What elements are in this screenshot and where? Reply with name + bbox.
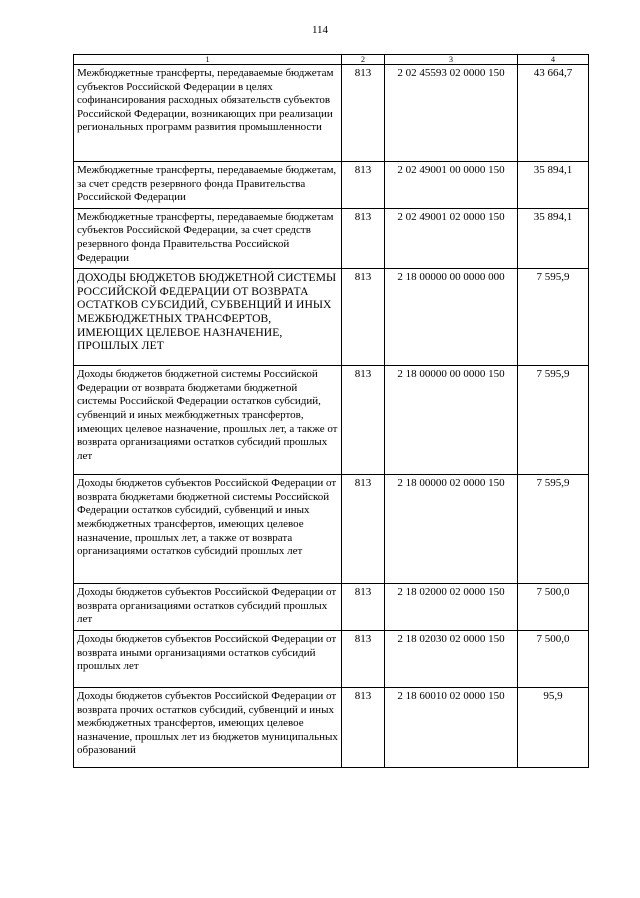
table-row bbox=[74, 269, 589, 366]
row-budget-code: 2 18 02000 02 0000 150 bbox=[385, 584, 518, 631]
table-row bbox=[74, 584, 589, 631]
row-amount: 7 595,9 bbox=[518, 366, 589, 475]
row-amount: 7 595,9 bbox=[518, 475, 589, 584]
row-name: Доходы бюджетов субъектов Российской Федерации от возврата иными организациями остатков субсидий прошлых лет bbox=[74, 630, 342, 687]
row-budget-code: 2 18 00000 00 0000 150 bbox=[385, 366, 518, 475]
row-amount: 95,9 bbox=[518, 687, 589, 767]
row-admin-code: 813 bbox=[342, 65, 385, 162]
row-name: Доходы бюджетов субъектов Российской Федерации от возврата бюджетами бюджетной системы Российской Федерации остатков субсидий, субвенций и иных межбюджетных трансфертов, имеющих целевое назначение, прошлых лет, а также от возврата организациями остатков субсидий прошлых лет bbox=[74, 475, 342, 584]
row-name: ДОХОДЫ БЮДЖЕТОВ БЮДЖЕТНОЙ СИСТЕМЫ РОССИЙСКОЙ ФЕДЕРАЦИИ ОТ ВОЗВРАТА ОСТАТКОВ СУБСИДИЙ, СУБВЕНЦИЙ И ИНЫХ МЕЖБЮДЖЕТНЫХ ТРАНСФЕРТОВ, ИМЕЮЩИХ ЦЕЛЕВОЕ НАЗНАЧЕНИЕ, ПРОШЛЫХ ЛЕТ bbox=[74, 269, 342, 366]
row-budget-code: 2 18 00000 02 0000 150 bbox=[385, 475, 518, 584]
header-col-1: 1 bbox=[74, 55, 342, 65]
row-amount: 35 894,1 bbox=[518, 208, 589, 268]
table-row bbox=[74, 208, 589, 268]
page-number: 114 bbox=[311, 24, 329, 36]
row-amount: 7 595,9 bbox=[518, 269, 589, 366]
table-header-row bbox=[74, 55, 589, 65]
row-admin-code: 813 bbox=[342, 366, 385, 475]
row-budget-code: 2 02 49001 00 0000 150 bbox=[385, 162, 518, 209]
row-budget-code: 2 18 60010 02 0000 150 bbox=[385, 687, 518, 767]
row-budget-code: 2 18 02030 02 0000 150 bbox=[385, 630, 518, 687]
table-row bbox=[74, 687, 589, 767]
row-amount: 43 664,7 bbox=[518, 65, 589, 162]
header-col-3: 3 bbox=[385, 55, 518, 65]
table-row bbox=[74, 162, 589, 209]
row-name: Доходы бюджетов бюджетной системы Российской Федерации от возврата бюджетами бюджетной системы Российской Федерации остатков субсидий, субвенций и иных межбюджетных трансфертов, имеющих целевое назначение, прошлых лет, а также от возврата организациями остатков субсидий прошлых лет bbox=[74, 366, 342, 475]
row-name: Доходы бюджетов субъектов Российской Федерации от возврата организациями остатков субсидий прошлых лет bbox=[74, 584, 342, 631]
table-row bbox=[74, 630, 589, 687]
row-amount: 7 500,0 bbox=[518, 630, 589, 687]
table-row bbox=[74, 366, 589, 475]
row-admin-code: 813 bbox=[342, 475, 385, 584]
row-admin-code: 813 bbox=[342, 162, 385, 209]
row-name: Межбюджетные трансферты, передаваемые бюджетам субъектов Российской Федерации в целях софинансирования расходных обязательств субъектов Российской Федерации, возникающих при реализации региональных программ развития промышленности bbox=[74, 65, 342, 162]
row-admin-code: 813 bbox=[342, 269, 385, 366]
row-admin-code: 813 bbox=[342, 208, 385, 268]
row-admin-code: 813 bbox=[342, 687, 385, 767]
row-admin-code: 813 bbox=[342, 584, 385, 631]
row-amount: 35 894,1 bbox=[518, 162, 589, 209]
row-admin-code: 813 bbox=[342, 630, 385, 687]
row-budget-code: 2 02 49001 02 0000 150 bbox=[385, 208, 518, 268]
row-name: Межбюджетные трансферты, передаваемые бюджетам субъектов Российской Федерации, за счет средств резервного фонда Правительства Российской Федерации bbox=[74, 208, 342, 268]
header-col-2: 2 bbox=[342, 55, 385, 65]
row-budget-code: 2 18 00000 00 0000 000 bbox=[385, 269, 518, 366]
table-row bbox=[74, 65, 589, 162]
row-amount: 7 500,0 bbox=[518, 584, 589, 631]
row-name: Доходы бюджетов субъектов Российской Федерации от возврата прочих остатков субсидий, субвенций и иных межбюджетных трансфертов, имеющих целевое назначение, прошлых лет из бюджетов муниципальных образований bbox=[74, 687, 342, 767]
table-row bbox=[74, 475, 589, 584]
header-col-4: 4 bbox=[518, 55, 589, 65]
row-budget-code: 2 02 45593 02 0000 150 bbox=[385, 65, 518, 162]
row-name: Межбюджетные трансферты, передаваемые бюджетам, за счет средств резервного фонда Правительства Российской Федерации bbox=[74, 162, 342, 209]
budget-table bbox=[73, 54, 589, 768]
